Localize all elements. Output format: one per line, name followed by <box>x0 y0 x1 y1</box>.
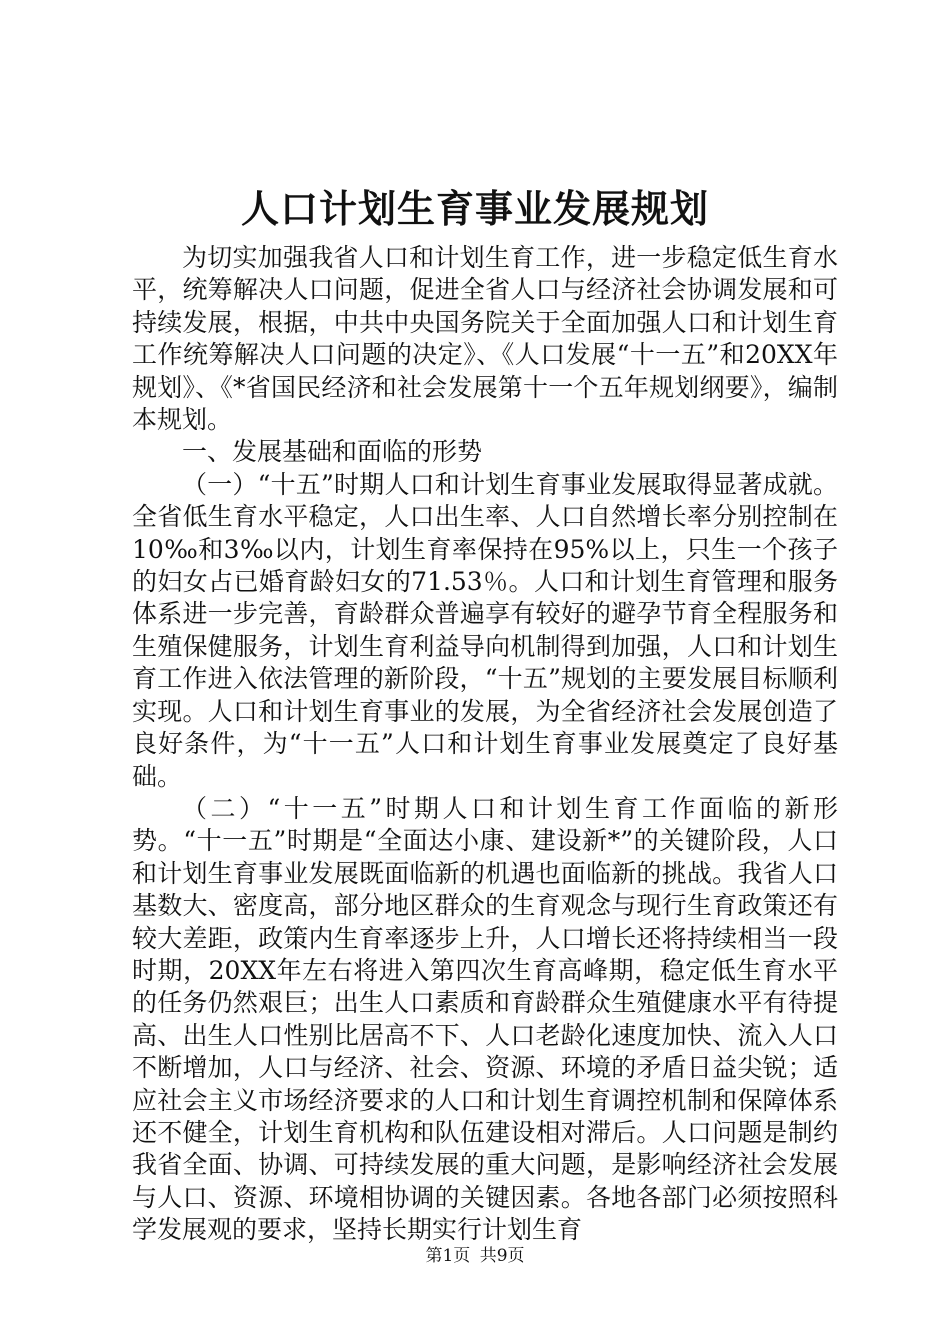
subsection-two-paragraph: （二）“十一五”时期人口和计划生育工作面临的新形势。“十一五”时期是“全面达小康、建设新*”的关键阶段，人口和计划生育事业发展既面临新的机遇也面临新的挑战。我省人口基数大、密度高，部分地区群众的生育观念与现行生育政策还有较大差距，政策内生育率逐步上升，人口增长还将持续相当一段时期，20XX年左右将进入第四次生育高峰期，稳定低生育水平的任务仍然艰巨；出生人口素质和育龄群众生殖健康水平有待提高、出生人口性别比居高不下、人口老龄化速度加快、流入人口不断增加，人口与经济、社会、资源、环境的矛盾日益尖锐；适应社会主义市场经济要求的人口和计划生育调控机制和保障体系还不健全，计划生育机构和队伍建设相对滞后。人口问题是制约我省全面、协调、可持续发展的重大问题，是影响经济社会发展与人口、资源、环境相协调的关键因素。各地各部门必须按照科学发展观的要求，坚持长期实行计划生育 <box>132 793 838 1245</box>
document-body <box>132 242 838 1247</box>
document-title: 人口计划生育事业发展规划 <box>240 186 709 231</box>
page-total: 共9页 <box>479 1246 525 1266</box>
page-number: 第1页 <box>425 1246 471 1266</box>
subsection-one-paragraph: （一）“十五”时期人口和计划生育事业发展取得显著成就。全省低生育水平稳定，人口出生率、人口自然增长率分别控制在10‰和3‰以内，计划生育率保持在95%以上，只生一个孩子的妇女占已婚育龄妇女的71.53％。人口和计划生育管理和服务体系进一步完善，育龄群众普遍享有较好的避孕节育全程服务和生殖保健服务，计划生育利益导向机制得到加强，人口和计划生育工作进入依法管理的新阶段，“十五”规划的主要发展目标顺利实现。人口和计划生育事业的发展，为全省经济社会发展创造了良好条件，为“十一五”人口和计划生育事业发展奠定了良好基础。 <box>132 469 838 791</box>
intro-paragraph: 为切实加强我省人口和计划生育工作，进一步稳定低生育水平，统筹解决人口问题，促进全省人口与经济社会协调发展和可持续发展，根据，中共中央国务院关于全面加强人口和计划生育工作统筹解决人口问题的决定》、《人口发展“十一五”和20XX年规划》、《*省国民经济和社会发展第十一个五年规划纲要》，编制本规划。 <box>132 243 838 435</box>
page-footer <box>0 1244 950 1268</box>
section-heading: 一、发展基础和面临的形势 <box>182 437 483 467</box>
